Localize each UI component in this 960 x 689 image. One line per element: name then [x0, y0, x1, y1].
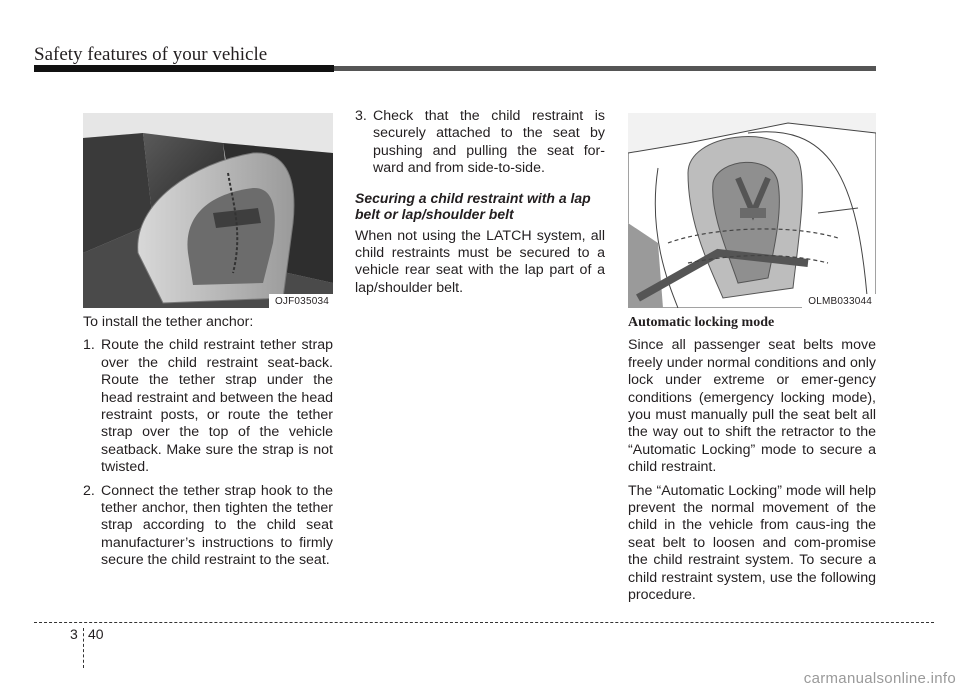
step-text: Route the child restraint tether strap over the child restraint seat-back. Route the tether strap under the head restraint and between the head restraint posts, or route the tether strap over the top of the vehicle seatback. Make sure the strap is not twisted. [101, 337, 333, 476]
step-number: 1. [83, 337, 95, 354]
tether-steps-continued [355, 108, 605, 178]
section-heading: Automatic locking mode [628, 315, 775, 330]
child-seat-tether-photo-icon [83, 113, 333, 308]
watermark-text: carmanualsonline.info [803, 670, 956, 687]
page-header-title: Safety features of your vehicle [34, 44, 268, 65]
figure-lap-belt-illustration [628, 113, 876, 308]
page-number: 40 [88, 626, 104, 642]
section-paragraph: Since all passenger seat belts move freely under normal conditions and only lock under extreme or emer-gency conditions (emergency locking mode), you must manually pull the seat belt all the way out to shift the retractor to the “Automatic Locking” mode to secure a child restraint. [628, 337, 876, 476]
list-item [83, 337, 333, 476]
figure-code: OJF035034 [269, 294, 333, 308]
column-3 [628, 314, 876, 611]
step-number: 3. [355, 108, 367, 124]
step-number: 2. [83, 482, 95, 499]
section-paragraph: The “Automatic Locking” mode will help prevent the normal movement of the child in the vehicle from caus-ing the seat belt to loosen and com-promise the child restraint system. To secure a child restraint system, use the following procedure. [628, 482, 876, 604]
figure-child-seat-photo [83, 113, 333, 308]
child-seat-lap-belt-illustration-icon [628, 113, 876, 308]
header-rule [34, 66, 876, 71]
step-text: Connect the tether strap hook to the tether anchor, then tighten the tether strap according to the child seat manufacturer’s instructions to firmly secure the child restraint to the seat. [101, 482, 333, 569]
section-subheading: Securing a child restraint with a lap belt or lap/shoulder belt [355, 189, 591, 222]
tether-steps [83, 337, 333, 569]
step-text: Check that the child restraint is securely attached to the seat by pushing and pulling the seat for-ward and from side-to-side. [373, 108, 605, 177]
figure-code: OLMB033044 [802, 294, 876, 308]
list-item [355, 108, 605, 178]
footer-divider [83, 628, 84, 668]
column-1 [83, 314, 333, 576]
footer-rule [34, 622, 934, 623]
chapter-number: 3 [70, 626, 78, 642]
list-item [83, 483, 333, 570]
column-2 [355, 108, 605, 303]
section-paragraph: When not using the LATCH system, all child restraints must be secured to a vehicle rear seat with the lap part of a lap/shoulder belt. [355, 227, 605, 296]
tether-intro: To install the tether anchor: [83, 314, 254, 330]
